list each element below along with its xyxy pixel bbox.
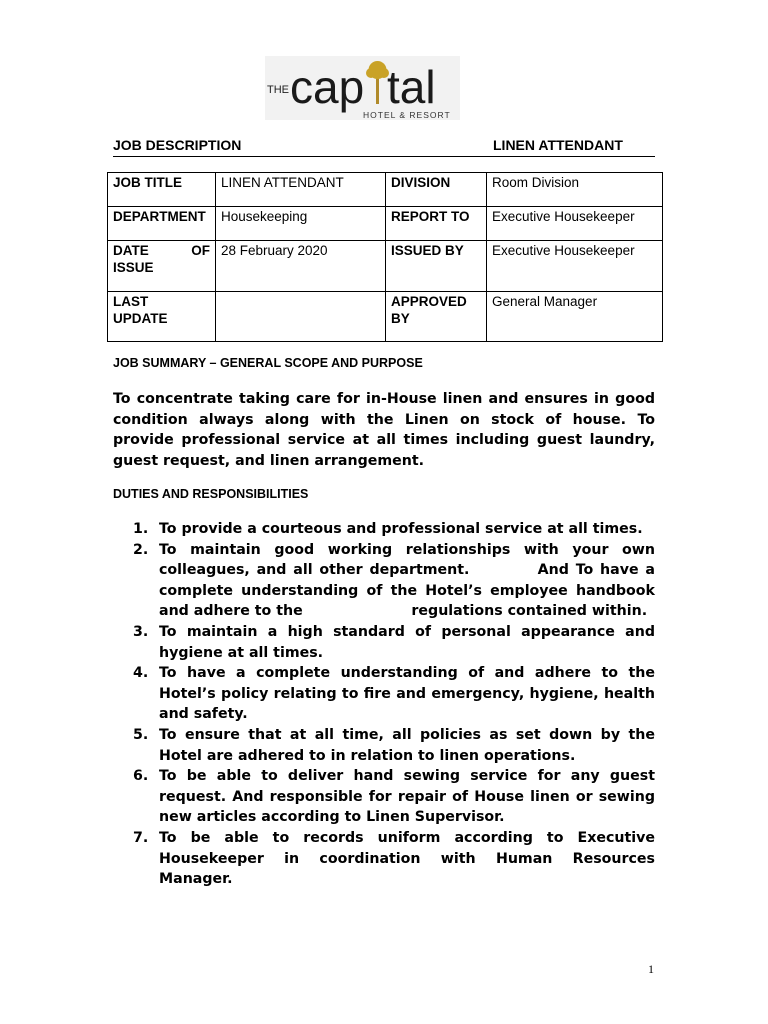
date-label-part: DATE: [113, 243, 149, 258]
report-to-value: Executive Housekeeper: [487, 207, 663, 241]
date-of-issue-label: [108, 241, 216, 292]
logo-the: THE: [267, 84, 289, 96]
list-item-number: 4.: [133, 665, 149, 682]
approved-by-value: General Manager: [487, 292, 663, 342]
list-item-number: 5.: [133, 726, 149, 743]
job-title-value: LINEN ATTENDANT: [216, 173, 386, 207]
issue-label-part: ISSUE: [113, 260, 154, 275]
division-label: DIVISION: [386, 173, 487, 207]
job-summary-title: JOB SUMMARY – GENERAL SCOPE AND PURPOSE: [113, 356, 423, 370]
of-label-part: OF: [191, 243, 210, 258]
list-item-text: To maintain a high standard of personal appearance and hygiene at all times.: [159, 623, 660, 661]
logo-name-part2: tal: [387, 61, 436, 113]
issued-by-value: Executive Housekeeper: [487, 241, 663, 292]
last-update-value: [216, 292, 386, 342]
department-value: Housekeeping: [216, 207, 386, 241]
table-row: [108, 173, 663, 207]
job-summary-text: To concentrate taking care for in-House linen and ensures in good condition always along with the Linen on stock of house. To provide professional service at all times including guest laundry, guest request, and linen arrangement.: [113, 391, 655, 469]
list-item-number: 1.: [133, 521, 149, 537]
list-item: [133, 725, 660, 766]
page-number: 1: [648, 962, 654, 976]
header-position: LINEN ATTENDANT: [493, 137, 623, 153]
list-item: [133, 622, 660, 663]
list-item-text: To have a complete understanding of and adhere to the Hotel’s policy relating to fire and emergency, hygiene, health and safety.: [159, 665, 660, 723]
hotel-logo: [265, 56, 460, 120]
table-row: [108, 292, 663, 342]
header-job-description: JOB DESCRIPTION: [113, 137, 242, 153]
capital-logo-graphic: [265, 56, 460, 120]
list-item-text: To ensure that at all time, all policies as set down by the Hotel are adhered to in relation to linen operations.: [159, 726, 660, 764]
duties-list: [133, 519, 660, 890]
job-info-table: [107, 172, 663, 342]
last-label-part: LAST: [113, 294, 149, 309]
date-of-issue-value: 28 February 2020: [216, 241, 386, 292]
list-item-number: 2.: [133, 541, 149, 558]
list-item-number: 3.: [133, 623, 149, 640]
list-item-number: 7.: [133, 829, 149, 846]
logo-tagline: HOTEL & RESORT: [363, 110, 451, 120]
issued-by-label: ISSUED BY: [386, 241, 487, 292]
table-row: [108, 241, 663, 292]
list-item-text: To maintain good working relationships with your own colleagues, and all other department. And To have a complete understanding of the Hotel’s employee handbook and adhere to the regulations contained within.: [159, 541, 660, 620]
update-label-part: UPDATE: [113, 311, 168, 326]
report-to-label: REPORT TO: [386, 207, 487, 241]
document-header: [113, 136, 655, 157]
list-item-number: 6.: [133, 768, 149, 785]
duties-title: DUTIES AND RESPONSIBILITIES: [113, 487, 309, 501]
approved-label-part: APPROVED: [391, 294, 467, 309]
last-update-label: [108, 292, 216, 342]
list-item: [133, 663, 660, 725]
list-item: [133, 519, 655, 540]
approved-by-label: [386, 292, 487, 342]
list-item-text: To provide a courteous and professional service at all times.: [159, 521, 643, 537]
list-item: [133, 766, 660, 828]
list-item: [133, 828, 660, 890]
logo-name-part1: cap: [290, 61, 365, 113]
division-value: Room Division: [487, 173, 663, 207]
by-label-part: BY: [391, 311, 410, 326]
department-label: DEPARTMENT: [108, 207, 216, 241]
job-title-label: JOB TITLE: [108, 173, 216, 207]
list-item-text: To be able to records uniform according to Executive Housekeeper in coordination with Human Resources Manager.: [159, 829, 660, 888]
table-row: [108, 207, 663, 241]
list-item: [133, 540, 660, 622]
list-item-text: To be able to deliver hand sewing service for any guest request. And responsible for repair of House linen or sewing new articles according to Linen Supervisor.: [159, 768, 660, 826]
